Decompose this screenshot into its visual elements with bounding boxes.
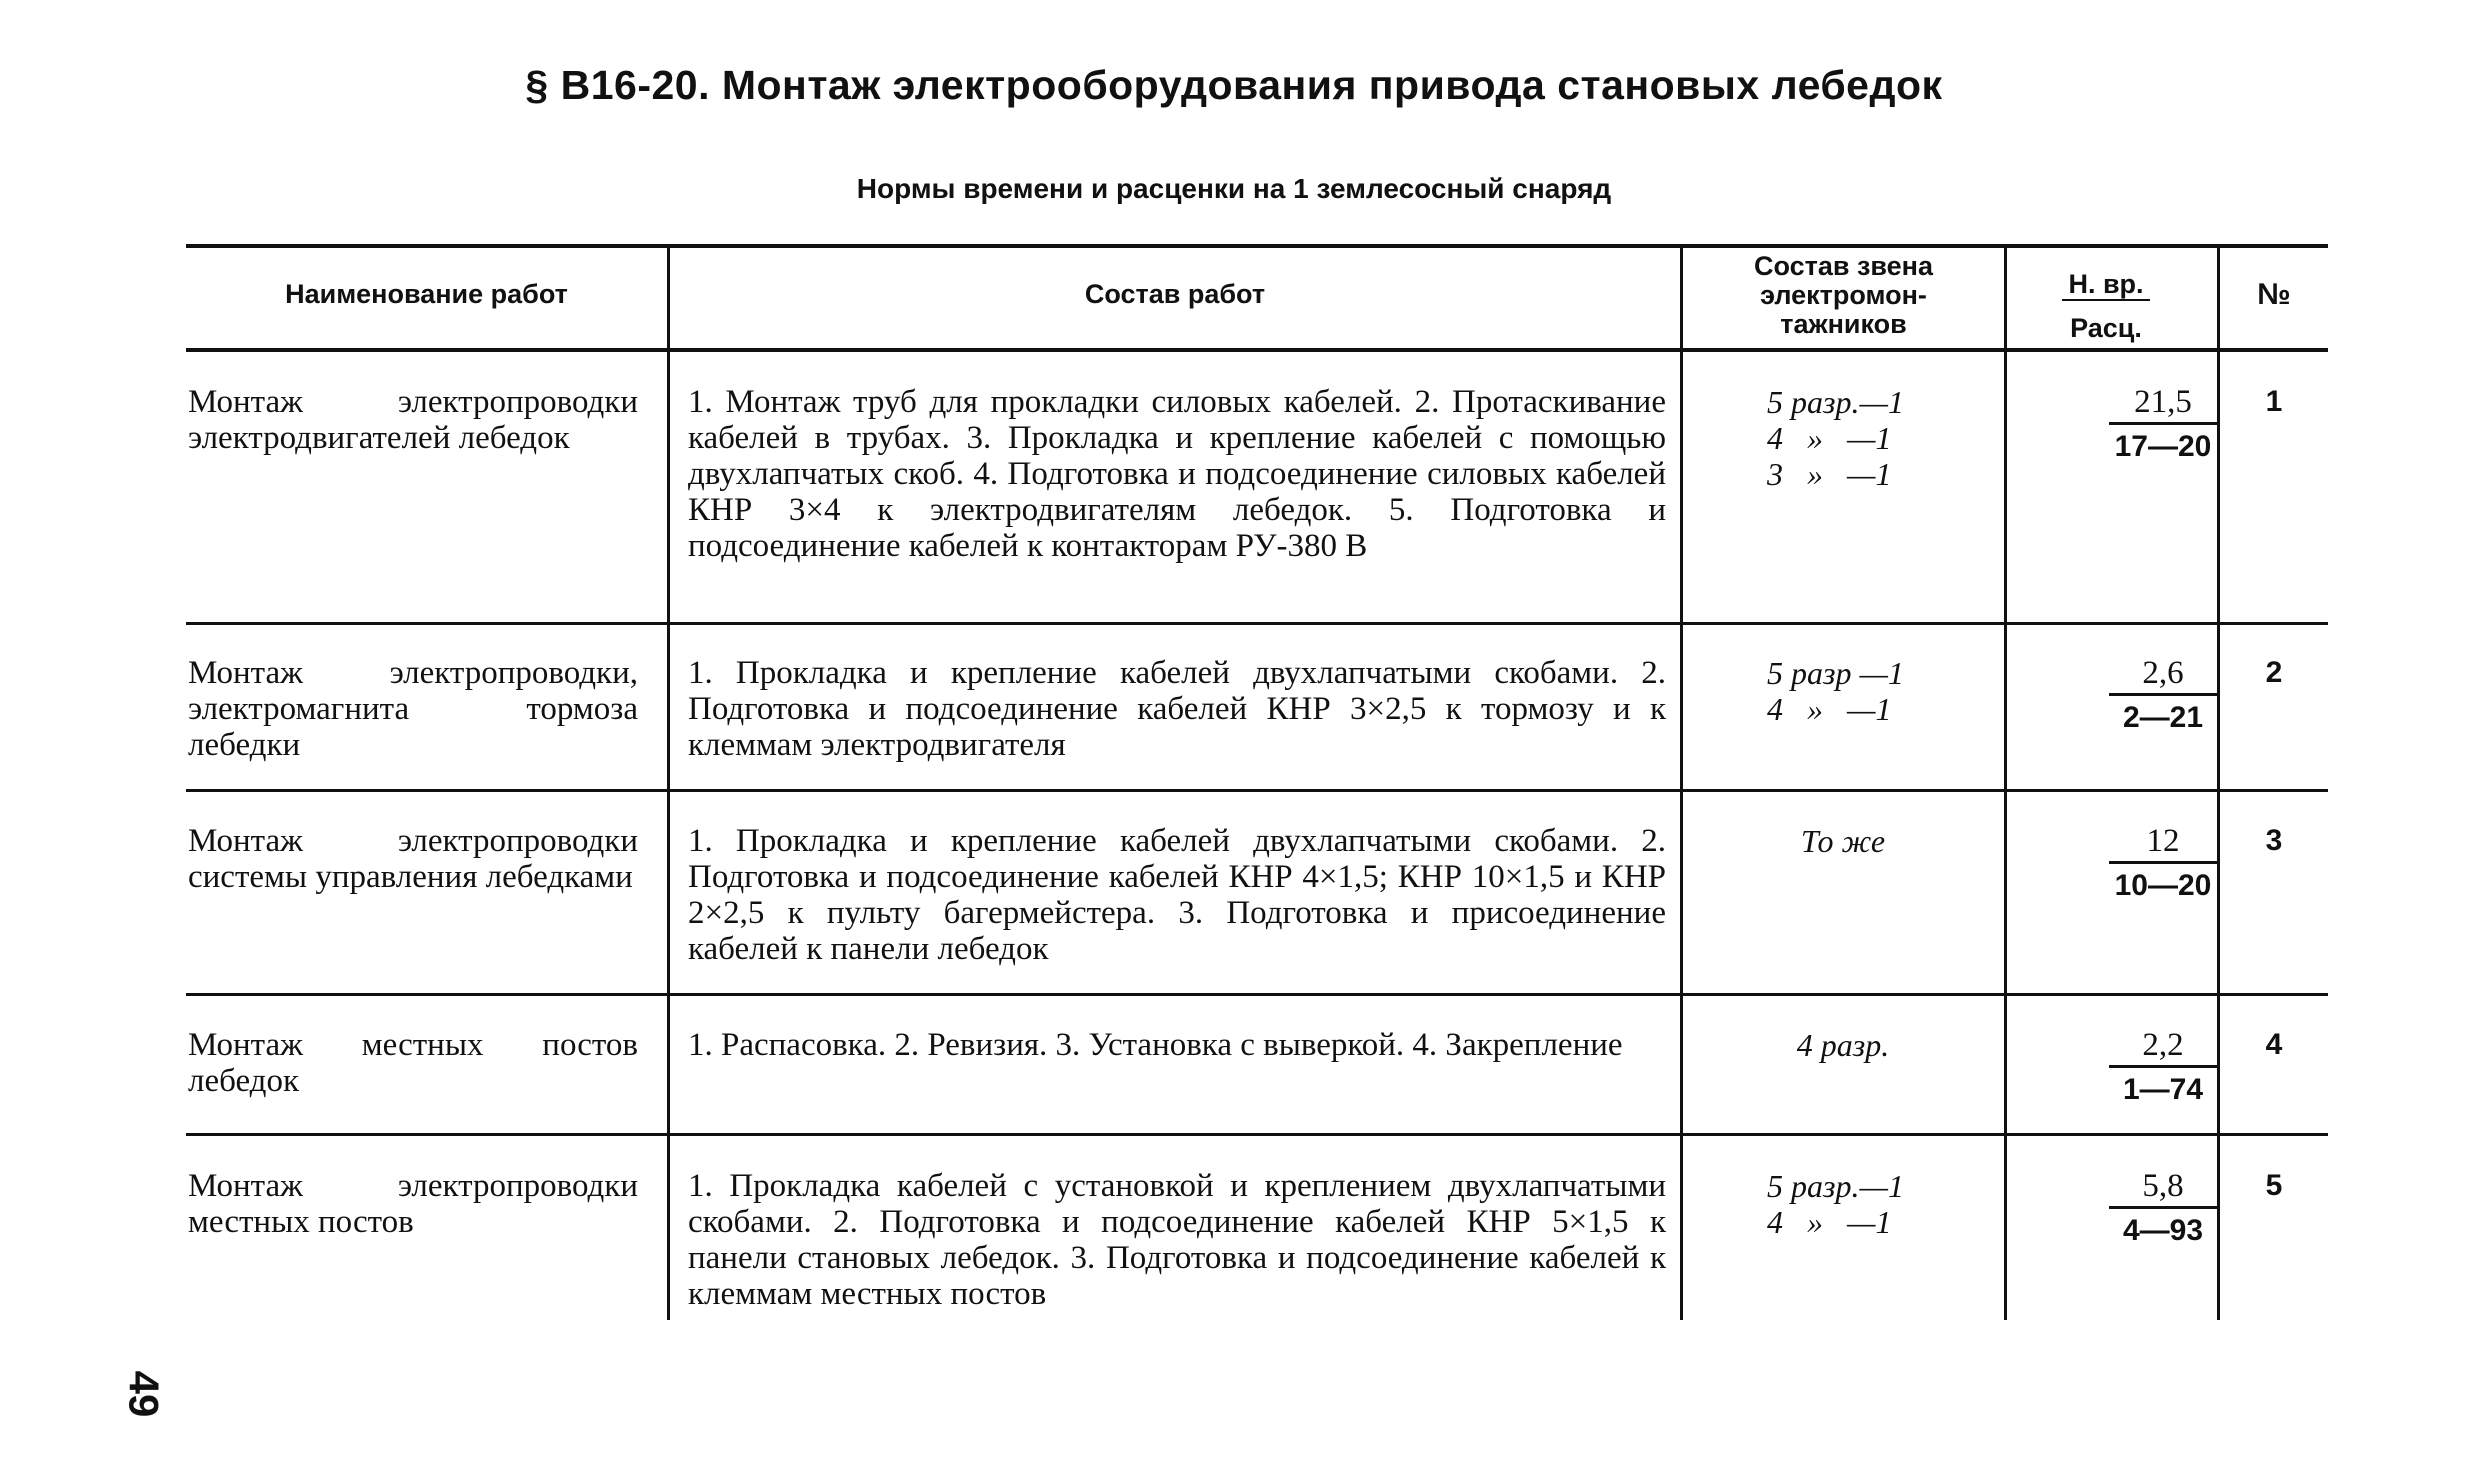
header-crew-line: электромон- [1760,280,1927,310]
section-title: § В16-20. Монтаж электрооборудования привода становых лебедок [525,62,1943,108]
header-norm: Н. вр. [2062,269,2149,301]
table-caption: Нормы времени и расценки на 1 землесосный снаряд [856,173,1612,204]
header-crew [1683,252,2004,339]
price-rate: 4—93 [2122,1214,2204,1247]
crew-line: 5 разр.—1 [1767,1168,1904,1204]
page-number: 49 [120,1370,168,1418]
time-norm: 12 [2109,821,2217,864]
price-rate: 10—20 [2114,869,2212,902]
header-number: № [2257,278,2291,311]
header-norm-rate [2004,262,2208,350]
crew-line: 5 разр —1 [1767,655,1904,691]
work-name: Монтаж электропроводки системы управления лебедками [188,823,638,895]
column-divider [1680,244,1683,1320]
price-rate: 1—74 [2122,1073,2204,1106]
work-composition: 1. Прокладка и крепление кабелей двухлапчатыми скобами. 2. Подготовка и подсоединение кабелей КНР 4×1,5; КНР 10×1,5 и КНР 2×2,5 к пульту багермейстера. 3. Подготовка и присоединение кабелей к панели лебедок [688,823,1666,967]
row-number: 5 [2265,1169,2283,1202]
work-name: Монтаж электропроводки местных постов [188,1168,638,1240]
work-composition: 1. Монтаж труб для прокладки силовых кабелей. 2. Протаскивание кабелей в трубах. 3. Прокладка и крепление кабелей с помощью двухлапчатых скоб. 4. Подготовка и подсоединение силовых кабелей КНР 3×4 к электродвигателям лебедок. 5. Подготовка и подсоединение кабелей к контакторам РУ-380 В [688,384,1666,564]
crew-line: 4 » —1 [1767,420,1892,456]
header-rate: Расц. [2070,313,2142,343]
crew-line: То же [1800,823,1886,859]
row-number: 2 [2265,656,2283,689]
header-composition: Состав работ [1084,279,1266,309]
time-norm: 21,5 [2109,382,2217,425]
crew-line: 4 » —1 [1767,1204,1892,1240]
time-norm: 2,6 [2109,653,2217,696]
price-rate: 17—20 [2114,430,2212,463]
row-number: 4 [2265,1028,2283,1061]
price-rate: 2—21 [2122,701,2204,734]
header-crew-line: тажников [1780,309,1907,339]
row-number: 1 [2265,385,2283,418]
crew-line: 4 » —1 [1767,691,1892,727]
crew-composition [1683,1027,2003,1063]
work-composition: 1. Прокладка и крепление кабелей двухлапчатыми скобами. 2. Подготовка и подсоединение кабелей КНР 3×2,5 к тормозу и к клеммам электродвигателя [688,655,1666,763]
crew-line: 3 » —1 [1767,456,1892,492]
crew-line: 5 разр.—1 [1767,384,1904,420]
work-composition: 1. Распасовка. 2. Ревизия. 3. Установка с выверкой. 4. Закрепление [688,1027,1623,1063]
row-number: 3 [2265,824,2283,857]
header-crew-line: Состав звена [1754,251,1933,281]
column-divider [667,244,670,1320]
crew-composition [1683,823,2003,859]
time-norm: 5,8 [2109,1166,2217,1209]
time-norm: 2,2 [2109,1025,2217,1068]
header-name: Наименование работ [285,279,568,309]
work-name: Монтаж электропроводки электродвигателей лебедок [188,384,638,456]
work-composition: 1. Прокладка кабелей с установкой и креплением двухлапчатыми скобами. 2. Подготовка и подсоединение кабелей КНР 5×1,5 к панели становых лебедок. 3. Подготовка и подсоединение кабелей к клеммам местных постов [688,1168,1666,1312]
crew-line: 4 разр. [1796,1027,1890,1063]
work-name: Монтаж местных постов лебедок [188,1027,638,1099]
work-name: Монтаж электропроводки, электромагнита тормоза лебедки [188,655,638,763]
